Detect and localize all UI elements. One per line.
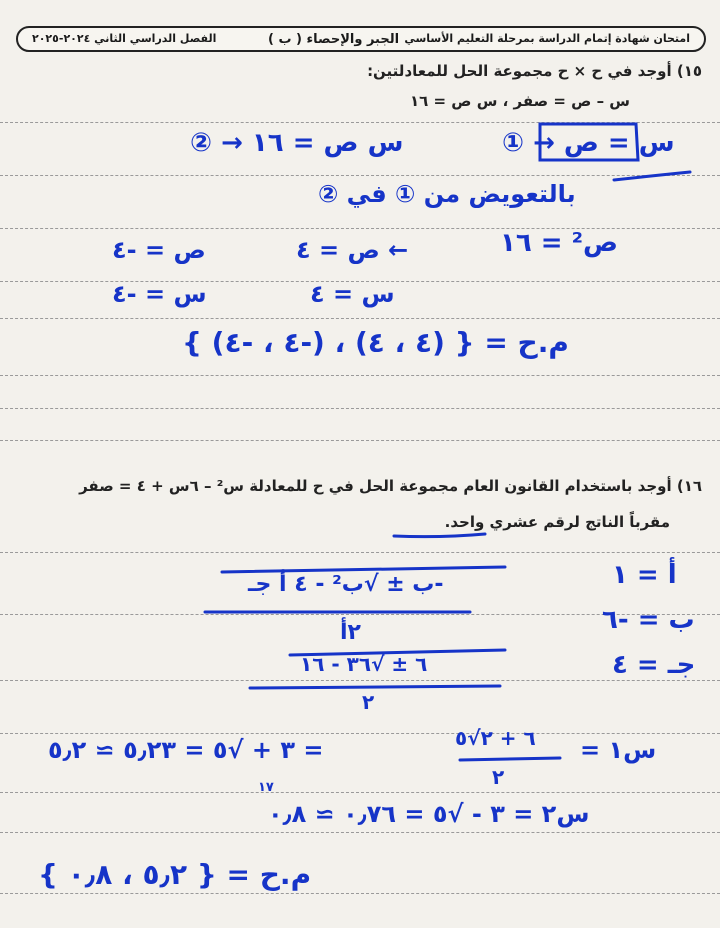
answer-eq2: س ص = ١٦ → ② [190,128,404,158]
ruled-line [0,552,720,553]
answer-eq1: س = ص → ① [502,128,675,158]
ruled-line [0,893,720,894]
subject-title: الجبر والإحصاء ( ب ) [268,32,400,47]
arrow-stroke [614,172,690,180]
y-positive: ← ص = ٤ [296,236,409,264]
ruled-line [0,832,720,833]
underline-decimal [394,534,485,537]
ruled-line [0,680,720,681]
ruled-line [0,318,720,319]
ruled-line [0,122,720,123]
solution-set-15: م.ح = { (٤ ، ٤) ، (-٤ ، -٤) } [182,326,569,359]
root-1-fraction-denominator: ٢ [492,765,505,789]
ruled-line [0,408,720,409]
root-1-label: س١ = [580,736,657,764]
x-positive: س = ٤ [310,280,395,308]
substituted-numerator: ٦ ± √٣٦ - ١٦ [300,652,428,676]
ruled-line [0,375,720,376]
question-16-prompt: ١٦) أوجد باستخدام القانون العام مجموعة الحل في ح للمعادلة س² – ٦س + ٤ = صفر [79,477,702,495]
exam-header [16,26,706,52]
y-squared: ص² = ١٦ [500,228,619,258]
coef-b: ب = -٦ [602,605,695,635]
fraction-bar-substitution [250,686,500,688]
question-15-equations: س – ص = صفر ، س ص = ١٦ [409,92,630,110]
x-negative: س = -٤ [112,280,207,308]
substitution-note: بالتعويض من ① في ② [318,180,576,208]
ruled-line [0,440,720,441]
exam-title: امتحان شهادة إتمام الدراسة بمرحلة التعليم الأساسي [404,32,690,45]
ruled-line [0,175,720,176]
question-15-prompt: ١٥) أوجد في ح × ح مجموعة الحل للمعادلتين: [367,62,702,80]
root-1-fraction-numerator: ٦ + ٢√٥ [455,726,536,750]
solution-set-16: م.ح = { ٥٫٢ ، ٠٫٨ } [38,858,312,891]
question-16-prompt-2: مقرباً الناتج لرقم عشري واحد. [444,513,670,531]
ruled-line [0,792,720,793]
general-formula-denominator: ٢أ [340,620,361,645]
general-formula-numerator: -ب ± √ب² - ٤ أ جـ [248,572,444,597]
term-label: الفصل الدراسي الثاني ٢٠٢٤-٢٠٢٥ [32,32,217,45]
ruled-line [0,733,720,734]
root-2-value: س٢ = ٣ - √٥ = ٠٫٧٦ ≃ ٠٫٨ [268,800,590,828]
overwritten-digits: ١٧ [258,780,274,795]
coef-c: جـ = ٤ [612,650,696,680]
y-negative: ص = -٤ [112,236,206,264]
fraction-bar-root-1 [460,758,560,760]
coef-a: أ = ١ [612,560,677,590]
substituted-denominator: ٢ [362,690,375,714]
root-1-value: = ٣ + √٥ = ٥٫٢٣ ≃ ٥٫٢ [48,736,324,764]
